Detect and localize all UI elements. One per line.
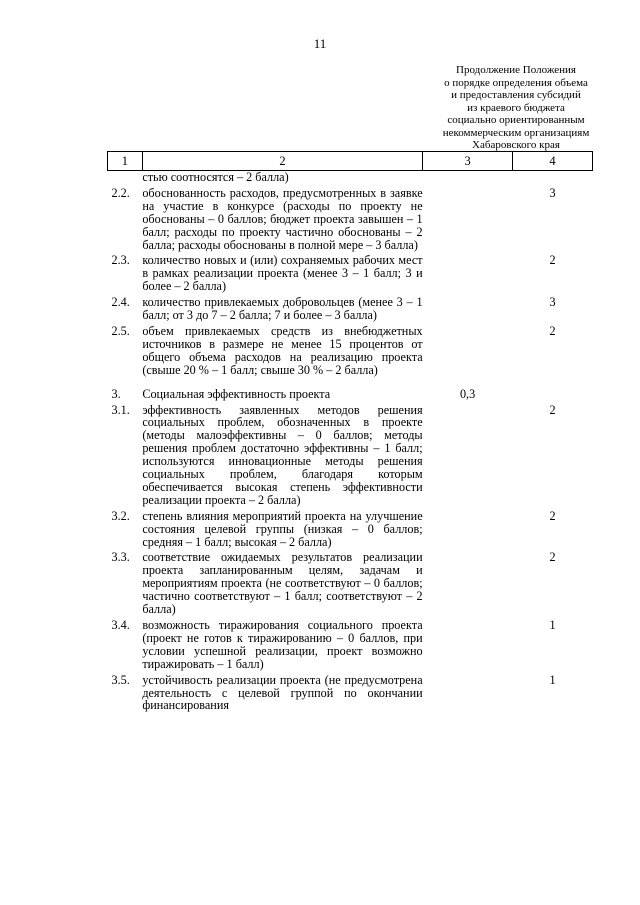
row-coefficient [423, 187, 513, 255]
row-text: Социальная эффективность проекта [142, 386, 331, 401]
row-points: 1 [549, 618, 556, 632]
row-coefficient [423, 619, 513, 674]
row-number: 2.5. [111, 323, 130, 338]
row-text: обоснованность расходов, предусмотренных в заявке на участие в конкурсе (расходы по проекту не обоснованы – 0 баллов; бюджет проекта завышен – 1 балл; расходы по проекту частично обоснованы – 2 балла; расходы обоснованы в полной мере – 3 балла) [142, 185, 423, 252]
row-text: эффективность заявленных методов решения социальных проблем, обозначенных в проекте (методы малоэффективны – 0 баллов; методы решения проблем достаточно эффективны – 1 балл; используются инновационные методы решения социальных проблем, благодаря которым обеспечивается высокая степень эффективности реализации проекта – 2 балла) [142, 402, 423, 507]
row-number [108, 171, 143, 187]
row-points: 1 [549, 672, 556, 687]
row-points: 2 [549, 323, 556, 338]
table-row [108, 254, 593, 296]
table-row [108, 187, 593, 255]
row-points: 3 [549, 185, 556, 200]
table-row [108, 380, 593, 404]
row-text: степень влияния мероприятий проекта на улучшение состояния целевой группы (низкая – 0 баллов; средняя – 1 балл; высокая – 2 балла) [142, 508, 423, 549]
row-points: 2 [549, 550, 556, 565]
row-number: 2.2. [111, 185, 130, 200]
table-row [108, 404, 593, 510]
row-coefficient [423, 296, 513, 325]
row-number: 3.5. [111, 672, 130, 687]
row-points [513, 171, 593, 187]
row-number: 2.4. [111, 295, 130, 310]
row-coefficient [423, 404, 513, 510]
caption-line: некоммерческим организациям [442, 126, 590, 139]
row-coefficient: 0,3 [459, 386, 476, 401]
row-points: 2 [549, 402, 556, 417]
row-number: 3.4. [111, 618, 130, 632]
row-text: объем привлекаемых средств из внебюджетных источников в размере не менее 15 процентов от общего объема расходов на реализацию проекта (свыше 20 % – 1 балл; свыше 30 % – 2 балла) [142, 323, 423, 377]
row-number: 3.3. [111, 550, 130, 565]
table-row [108, 296, 593, 325]
table-header-row [108, 152, 593, 171]
row-coefficient [423, 254, 513, 296]
table-row [108, 510, 593, 552]
caption-line: Хабаровского края [472, 139, 560, 151]
row-text: соответствие ожидаемых результатов реализации проекта запланированным целям, задачам и мероприятиям проекта (не соответствуют – 0 баллов; частично соответствуют – 1 балл; соответствуют – 2 балла) [142, 550, 423, 617]
row-text: количество новых и (или) сохраняемых рабочих мест в рамках реализации проекта (менее 3 – 1 балл; 3 и более – 2 балла) [142, 253, 423, 294]
row-text: количество привлекаемых добровольцев (менее 3 – 1 балл; от 3 до 7 – 2 балла; 7 и более – 3 балла) [142, 295, 423, 323]
row-number: 3. [111, 386, 121, 401]
row-points: 3 [549, 295, 556, 310]
table-row [108, 325, 593, 380]
row-points: 2 [549, 253, 556, 268]
row-text: устойчивость реализации проекта (не предусмотрена деятельность с целевой группой по окончании финансирования [142, 672, 423, 713]
caption-line: Продолжение Положения [456, 64, 576, 76]
table-row [108, 171, 593, 187]
row-coefficient [423, 325, 513, 380]
row-text: возможность тиражирования социального проекта (проект не готов к тиражированию – 0 баллов, при условии успешной реализации, проект возможно тиражировать – 1 балл) [142, 618, 423, 671]
table-row [108, 619, 593, 674]
caption-line: о порядке определения объема [444, 76, 588, 89]
document-caption [405, 64, 627, 152]
table-header-cell: 3 [423, 152, 513, 171]
table-header-cell: 1 [108, 152, 143, 171]
row-text: стью соотносятся – 2 балла) [142, 170, 289, 184]
row-coefficient [423, 551, 513, 619]
row-number: 3.2. [111, 508, 130, 523]
caption-line: и предоставления субсидий [451, 89, 581, 101]
caption-line: из краевого бюджета [467, 101, 565, 114]
row-number: 3.1. [111, 402, 130, 417]
table-row [108, 551, 593, 619]
table-body [108, 171, 593, 716]
row-number: 2.3. [111, 253, 130, 268]
table-header-cell: 2 [142, 152, 422, 171]
row-coefficient [423, 674, 513, 716]
row-points [513, 380, 593, 404]
page-number: 11 [313, 36, 327, 51]
table-row [108, 674, 593, 716]
criteria-table [107, 151, 593, 715]
table-header-cell: 4 [513, 152, 593, 171]
row-coefficient [423, 171, 513, 187]
caption-line: социально ориентированным [447, 114, 585, 126]
row-points: 2 [549, 508, 556, 523]
row-coefficient [423, 510, 513, 552]
